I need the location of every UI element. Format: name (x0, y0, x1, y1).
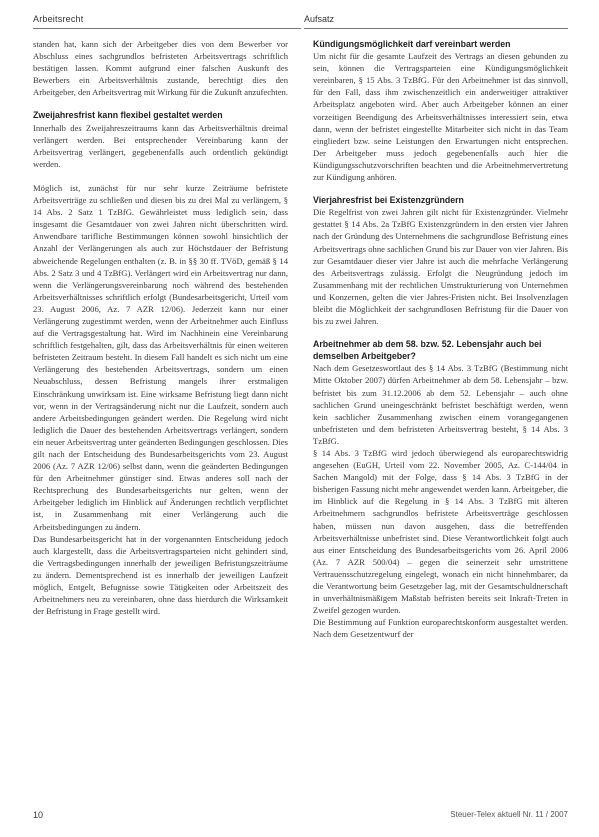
text-column-right (313, 38, 568, 808)
header-section-left (33, 12, 301, 29)
section-heading: Kündigungsmöglichkeit darf vereinbart werden (313, 39, 511, 49)
paragraph: Innerhalb des Zweijahreszeitraums kann das Arbeitsverhältnis dreimal verlängert werden. Bei entsprechender Vereinbarung kann der Arbeitsvertrag verlängert, gegebenenfalls auch ordentlich gekündigt werden. (33, 122, 288, 169)
page-number: 10 (33, 810, 44, 820)
header-article-type: Aufsatz (304, 14, 335, 24)
text-column-left (33, 38, 288, 808)
publication-source: Steuer-Telex aktuell Nr. 11 / 2007 (450, 810, 568, 819)
header-rubric: Arbeitsrecht (33, 14, 84, 24)
section-heading: Zweijahresfrist kann flexibel gestaltet werden (33, 110, 223, 121)
paragraph: § 14 Abs. 3 TzBfG wird jedoch überwiegend als europarechtswidrig angesehen (EuGH, Urteil vom 22. November 2005, Az. C-144/04 in Sachen Mangold) mit der Folge, dass § 14 Abs. 3 TzBfG in der bisherigen Fassung nicht mehr angewendet werden kann. Arbeitgeber, die im Hinblick auf die Regelung in § 14 Abs. 3 TzBfG mit älteren Arbeitnehmern sachgrundlos befristete Arbeitsverträge geschlossen haben, müssen nun davon ausgehen, dass die betreffenden Arbeitsverhältnisse unbefristet sind. Diese Verantwortlichkeit folgt auch aus einer Entscheidung des Bundesarbeitsgerichts vom 26. April 2006 (Az. 7 AZR 500/04) – gegen die seinerzeit sehr umstrittene Vertrauensschutzregelung eingelegt, wonach ein nicht hinnehmbarer, da die Verantwortung beim Gesetzgeber lag, mit der Gesamtschuldnerschaft in unverhältnismäßigem Maßstab befristen bereits seit Inkraft-Treten in Zweifel gezogen wurden. (313, 448, 568, 616)
paragraph: standen hat, kann sich der Arbeitgeber dies von dem Bewerber vor Abschluss eines sachgrundlos befristeten Arbeitsvertrags schriftlich bestätigen lassen. Kommt aufgrund einer falschen Auskunft des Bewerbers ein Arbeitsverhältnis zustande, berechtigt dies den Arbeitgeber, den Arbeitsvertrag mit Wirkung für die Zukunft anzufechten. (33, 39, 288, 98)
paragraph: Die Bestimmung auf Funktion europarechtskonform ausgestaltet werden. Nach dem Gesetzentwurf der (313, 617, 568, 640)
page-header (33, 12, 568, 30)
section-heading: Arbeitnehmer ab dem 58. bzw. 52. Lebensjahr auch bei demselben Arbeitgeber? (313, 339, 542, 362)
paragraph: Die Regelfrist von zwei Jahren gilt nicht für Existenzgründer. Vielmehr gestattet § 14 Abs. 2a TzBfG Existenzgründern in den ersten vier Jahren nach der Gründung des Unternehmens die sachgrundlose Befristung eines Arbeitsvertrags ohne sachlichen Grund bis zur Dauer von vier Jahren. Bis zur Gesamtdauer dieser vier Jahre ist auch die mehrfache Verlängerung des Arbeitsvertrags zulässig. Erfolgt die Neugründung jedoch im Zusammenhang mit der rechtlichen Umstrukturierung von Unternehmen und Konzernen, gelten die vier Jahres-Fristen nicht. Bei Insolvenzlagen bleibt die Möglichkeit der sachgrundlosen Befristung für die Dauer von bis zu zwei Jahren. (313, 207, 568, 327)
paragraph: Nach dem Gesetzeswortlaut des § 14 Abs. 3 TzBfG (Bestimmung nicht Mitte Oktober 2007) dürfen Arbeitnehmer ab dem 58. Lebensjahr – bzw. befristet bis zum 31.12.2006 ab dem 52. Lebensjahr – auch ohne sachlichen Grund uneingeschränkt befristet beschäftigt werden, wenn kein sachlicher Zusammenhang zwischen einem vorangegangenen unbefristeten und dem befristeten Arbeitsvertrag besteht, § 14 Abs. 3 TzBfG. (313, 363, 568, 446)
paragraph: Möglich ist, zunächst für nur sehr kurze Zeiträume befristete Arbeitsverträge zu schließen und diesen bis zu drei Mal zu verlängern, § 14 Abs. 2 Satz 1 TzBfG. Gewährleistet muss lediglich sein, dass insgesamt die Gesamtdauer von zwei Jahren nicht überschritten wird. Anwendbare tarifliche Bestimmungen können sowohl hinsichtlich der Anzahl der Verlängerungen als auch zur Höchstdauer der Befristung abweichende Regelungen enthalten (z. B. in §§ 30 ff. TVöD, gemäß § 14 Abs. 2 Satz 3 und 4 TzBfG). Verlängert wird ein Arbeitsvertrag nur dann, wenn die Verlängerungsvereinbarung noch während des bestehenden Arbeitsverhältnisses schriftlich erfolgt (Bundesarbeitsgericht, Urteil vom 23. August 2006, Az. 7 AZR 12/06). Jederzeit kann nur einer Verlängerung zugestimmt werden, wenn der Arbeitnehmer auch Einfluss auf die Vertragsgestaltung hat. Wird im Nachhinein eine Vereinbarung schriftlich festgehalten, gilt, dass das Arbeitsverhältnis für einen weiteren befristeten Zeitraum besteht. In diesem Fall handelt es sich nicht um eine Verlängerung des bestehenden Arbeitsvertrags, sondern um einen Neuabschluss, dessen Befristung mangels ihrer erstmaligen Einschränkung unwirksam ist. Eine wirksame Befristung liegt dann nicht vor, wenn in der Vertragsänderung nicht nur die Laufzeit, sondern auch andere Arbeitsbedingungen geändert werden. Die Regelung wird nicht lediglich die Dauer des bestehenden Arbeitsvertrags verlängert, sondern ein neuer Arbeitsvertrag unter geänderten Bedingungen geschlossen. Dies gilt nach der Entscheidung des Bundesarbeitsgerichts vom 23. August 2006 (Az. 7 AZR 12/06) selbst dann, wenn die geänderten Bedingungen für den Arbeitnehmer günstiger sind. Etwas anderes soll nach der Rechtsprechung des Bundesarbeitsgerichts nur gelten, wenn der Arbeitgeber lediglich im Hinblick auf Änderungen rechtlich verpflichtet ist, in Zusammenhang mit einer Verlängerung auch die Arbeitsbedingungen zu ändern. (33, 182, 288, 532)
page-footer (33, 810, 568, 824)
paragraph: Um nicht für die gesamte Laufzeit des Vertrags an diesen gebunden zu sein, können die Vertragsparteien eine Kündigungsmöglichkeit vereinbaren, § 15 Abs. 3 TzBfG. Für den Arbeitnehmer ist das sinnvoll, für den Fall, dass ihm zwischenzeitlich ein anderweitiger attraktiver Arbeitsplatz angeboten wird. Aber auch Arbeitgeber können an einer vorzeitigen Beendigung des Arbeitsverhältnisses interessiert sein, etwa dann, wenn der befristet eingestellte Mitarbeiter sich nicht in das Team eingliedert bzw. seine Leistungen den Erwartungen nicht entsprechen. Der Arbeitgeber muss jedoch gegebenenfalls auch hier die Kündigungsschutzvorschriften beachten und die Arbeitnehmervertretung zur Kündigung anhören. (313, 51, 568, 183)
header-section-right (304, 12, 568, 29)
paragraph: Das Bundesarbeitsgericht hat in der vorgenannten Entscheidung jedoch auch klargestellt, dass die Arbeitsvertragsparteien nicht gehindert sind, die Vertragsbedingungen innerhalb der jeweiligen Befristungszeiträume zu ändern. Dementsprechend ist es innerhalb der jeweiligen Laufzeit möglich, Entgelt, Befugnisse sowie Tätigkeiten oder Arbeitszeit des Arbeitnehmers neu zu vereinbaren, ohne dass hierdurch die Wirksamkeit der Befristung in Frage gestellt wird. (33, 533, 288, 617)
section-heading: Vierjahresfrist bei Existenzgründern (313, 195, 464, 206)
